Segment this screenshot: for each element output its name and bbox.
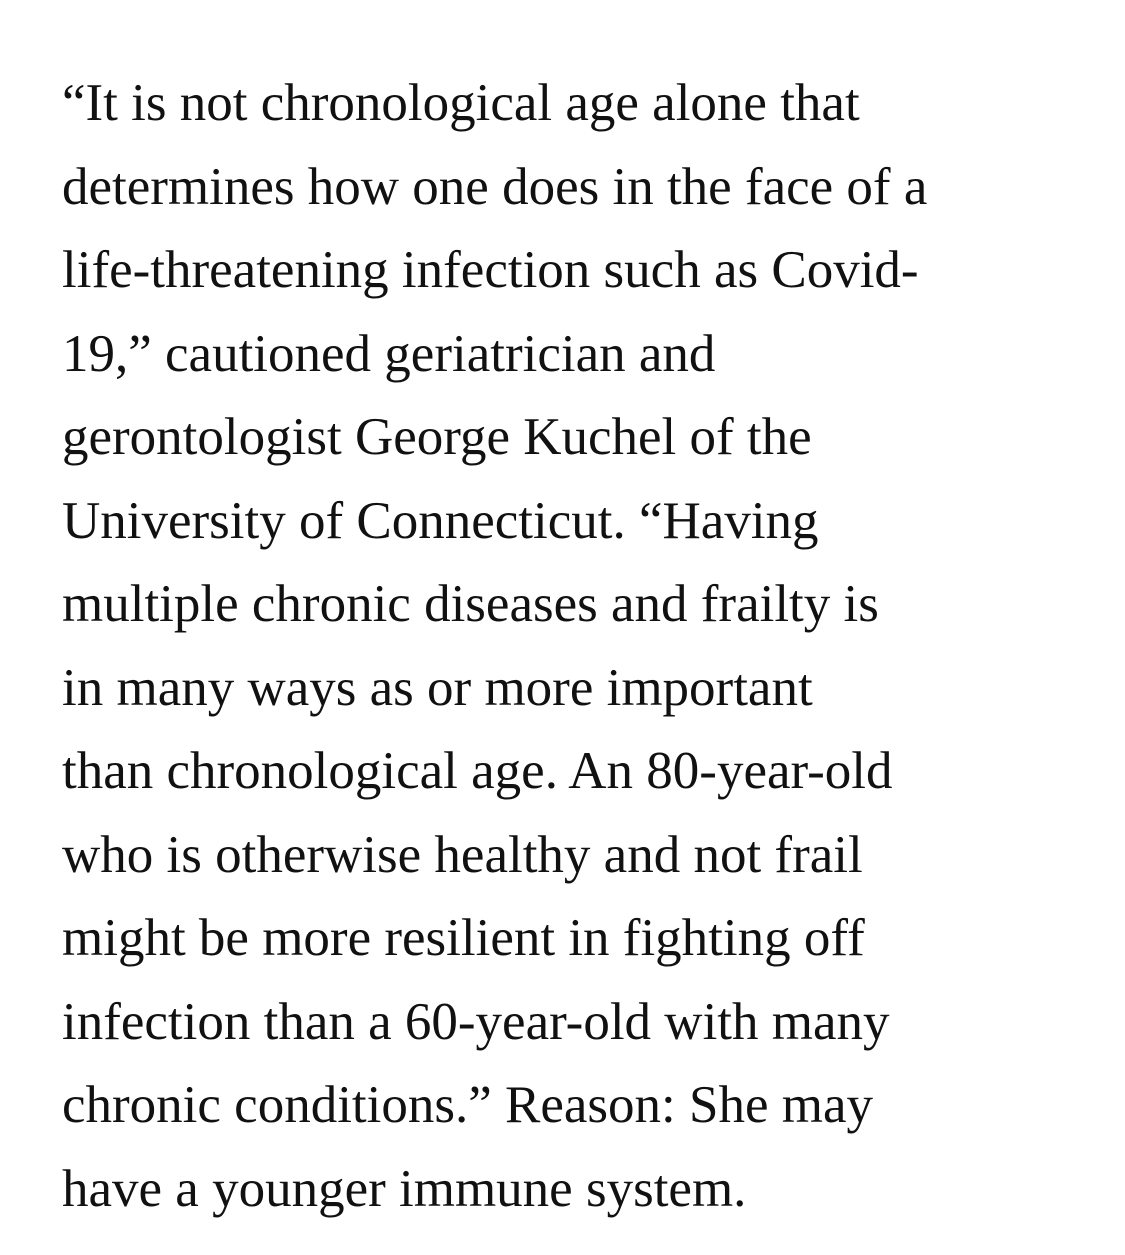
paragraph-line: gerontologist George Kuchel of the <box>62 408 812 466</box>
paragraph-line: determines how one does in the face of a <box>62 157 928 216</box>
paragraph-line: multiple chronic diseases and frailty is <box>62 575 879 633</box>
paragraph-line: in many ways as or more important <box>62 658 813 717</box>
paragraph-line: who is otherwise healthy and not frail <box>62 825 863 884</box>
paragraph-line: life-threatening infection such as Covid- <box>62 241 919 299</box>
paragraph-line: chronic conditions.” Reason: She may <box>62 1076 874 1134</box>
paragraph-line: 19,” cautioned geriatrician and <box>62 324 716 383</box>
paragraph-line: might be more resilient in fighting off <box>62 909 865 967</box>
article-paragraph <box>62 62 1107 1231</box>
paragraph-line: have a younger immune system. <box>62 1159 747 1218</box>
paragraph-line: “It is not chronological age alone that <box>62 74 860 132</box>
paragraph-line: than chronological age. An 80-year-old <box>62 742 893 800</box>
paragraph-line: University of Connecticut. “Having <box>62 491 819 550</box>
paragraph-line: infection than a 60-year-old with many <box>62 992 890 1051</box>
